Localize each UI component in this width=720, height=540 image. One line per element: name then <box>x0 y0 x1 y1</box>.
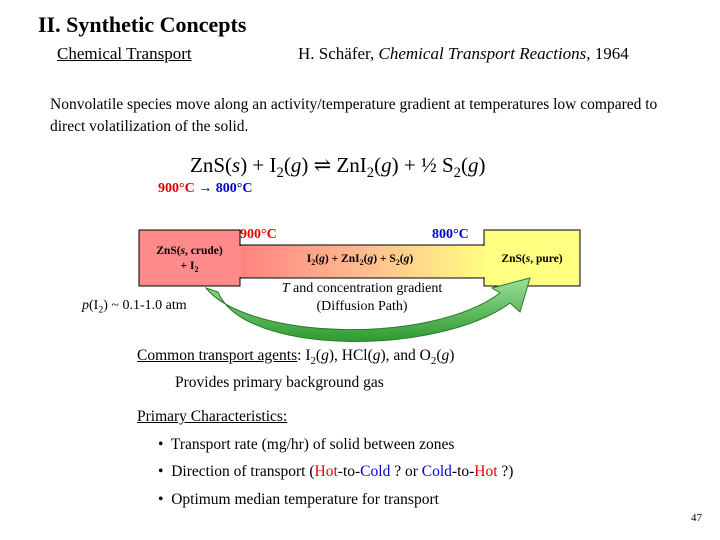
diffusion-path-text: (Diffusion Path) <box>316 299 408 314</box>
equation-arrow: → <box>198 181 213 196</box>
intro-text: Nonvolatile species move along an activity/temperature gradient at temperatures low compared to direct volatilization of the solid. <box>50 96 658 135</box>
hot-zone-temp: 900°C <box>240 227 277 242</box>
cold-word: Cold <box>421 463 452 480</box>
pressure-label: $p(I_2)$ ~ 0.1-1.0 atm <box>82 298 187 316</box>
characteristic-item: • Optimum median temperature for transport <box>158 491 439 508</box>
hot-zone-label: ZnS(s, crude) + $I_2$ <box>156 245 223 274</box>
reference <box>298 44 629 64</box>
pressure-value: ~ 0.1-1.0 atm <box>111 298 187 313</box>
to-word: -to- <box>337 463 361 480</box>
characteristic-text: Transport rate (mg/hr) of solid between zones <box>170 436 455 453</box>
characteristic-text: Optimum median temperature for transport <box>171 491 439 508</box>
gas-species-label: $I_2(g) + ZnI_2(g) + S_2(g)$ <box>306 253 414 267</box>
equation-hot-temp: 900°C <box>158 181 195 196</box>
transport-equation: $ZnS(s) + I_2(g)$ ⇌ ZnI$_2$(g) + ½ $S_2(g)$ <box>190 153 486 182</box>
equation-cold-temp: 800°C <box>215 181 253 196</box>
gradient-text: and concentration gradient <box>293 281 443 296</box>
cold-zone-temp: 800°C <box>432 227 469 242</box>
characteristics-heading: Primary Characteristics: <box>137 408 288 425</box>
hot-word: Hot <box>314 463 338 480</box>
characteristic-item: • Transport rate (mg/hr) of solid between zones <box>158 436 455 453</box>
equation-temperatures <box>158 181 252 197</box>
hot-word: Hot <box>474 463 498 480</box>
slide-subtitle: Chemical Transport <box>57 44 192 63</box>
agents-heading: Common transport agents <box>137 347 298 364</box>
transport-agents: Common transport agents: $I_2(g)$, HCl(g), and $O_2(g)$ <box>137 347 455 367</box>
slide-title: II. Synthetic Concepts <box>38 12 247 37</box>
or-word: ? or <box>390 463 422 480</box>
reference-work: Chemical Transport Reactions <box>378 44 587 63</box>
characteristic-suffix: ?) <box>497 463 514 480</box>
reference-year: , 1964 <box>586 44 629 63</box>
agents-description: Provides primary background gas <box>175 374 384 391</box>
cold-word: Cold <box>360 463 391 480</box>
diffusion-label: T and concentration gradient (Diffusion Path) <box>281 281 443 314</box>
page-number: 47 <box>691 512 702 524</box>
reference-author: H. Schäfer, <box>298 44 375 63</box>
to-word: -to- <box>451 463 475 480</box>
characteristic-item: • Direction of transport (Hot-to-Cold ? or Cold-to-Hot ?) <box>158 463 514 480</box>
cold-zone-label: ZnS(s, pure) <box>501 253 563 265</box>
characteristic-text: Direction of transport ( <box>171 463 315 480</box>
